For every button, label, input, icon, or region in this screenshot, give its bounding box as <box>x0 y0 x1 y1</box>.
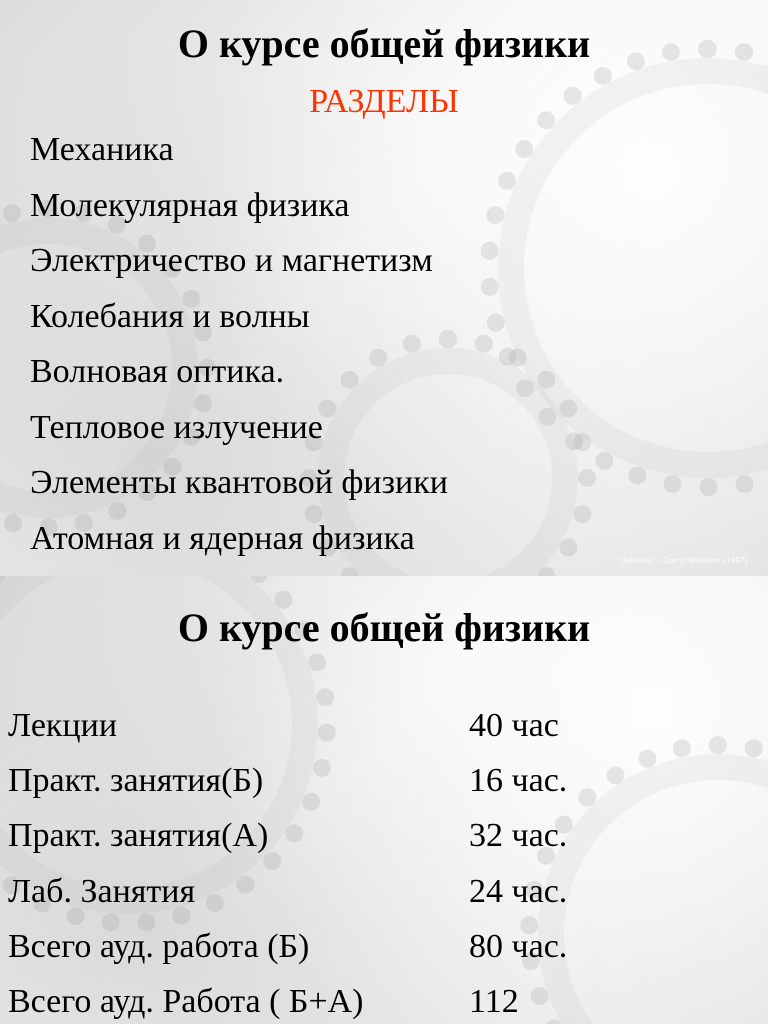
section-item: Атомная и ядерная физика <box>30 519 415 557</box>
hours-label: Всего ауд. работа (Б) <box>8 927 310 965</box>
section-item: Тепловое излучение <box>30 408 323 446</box>
hours-table <box>8 698 748 1024</box>
hours-value: 32 час. <box>469 817 568 855</box>
hours-label: Лаб. Занятия <box>8 872 196 910</box>
hours-label: Лекции <box>8 707 118 744</box>
hours-label: Всего ауд. Работа ( Б+А) <box>8 982 364 1020</box>
hours-value: 40 час <box>469 707 559 744</box>
slide-title: О курсе общей физики <box>177 21 591 66</box>
slide-title: О курсе общей физики <box>177 605 591 650</box>
section-item: Механика <box>30 131 174 168</box>
hours-row <box>8 698 748 753</box>
hours-row <box>8 919 748 974</box>
slide-2 <box>0 576 768 1024</box>
image-credit: "Industry" - Darryl Westhor (1997) <box>618 556 748 565</box>
section-item: Элементы квантовой физики <box>30 464 448 501</box>
sections-heading: РАЗДЕЛЫ <box>309 83 459 120</box>
hours-value: 80 час. <box>469 927 568 965</box>
hours-row <box>8 808 748 863</box>
hours-row <box>8 974 748 1024</box>
hours-row <box>8 864 748 919</box>
section-item: Молекулярная физика <box>30 186 350 224</box>
section-item: Волновая оптика. <box>30 353 285 390</box>
hours-label: Практ. занятия(Б) <box>8 762 264 800</box>
hours-value: 16 час. <box>469 762 568 800</box>
hours-value: 24 час. <box>469 872 568 910</box>
sections-list <box>30 122 448 566</box>
hours-value: 112 <box>469 982 519 1020</box>
hours-row <box>8 753 748 808</box>
section-item: Электричество и магнетизм <box>30 242 433 279</box>
section-item: Колебания и волны <box>30 297 310 335</box>
hours-label: Практ. занятия(А) <box>8 817 269 855</box>
